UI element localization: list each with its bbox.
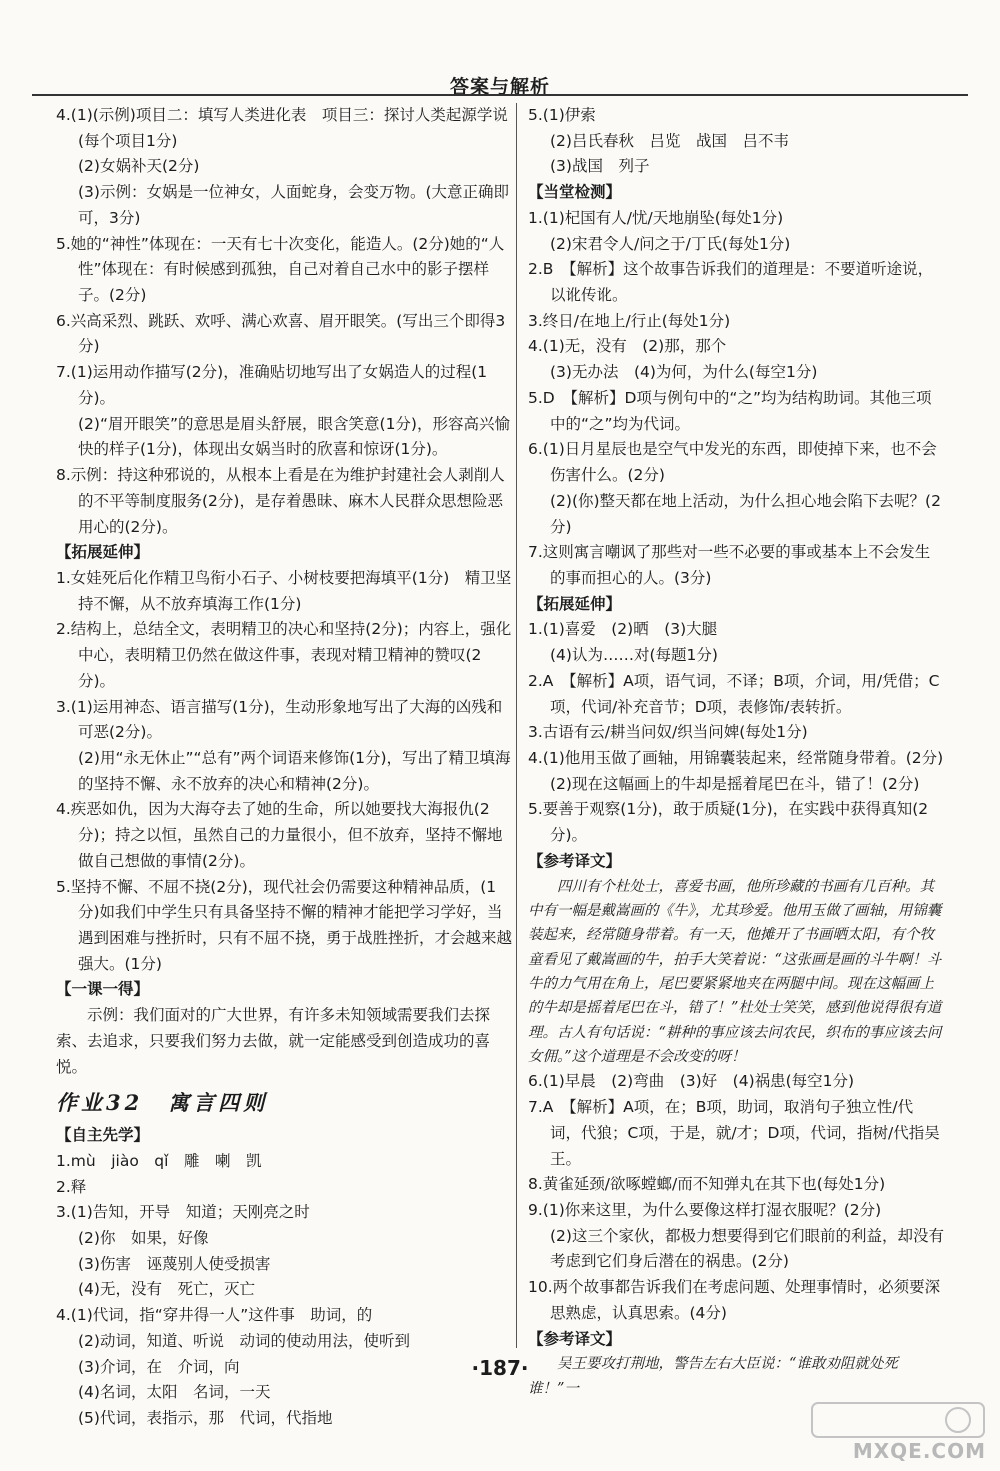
left-answer-line: (4)名词，太阳 名词，一天	[78, 1383, 271, 1402]
right-answer-line: (3)战国 列子	[550, 157, 650, 176]
left-answer-line: 2.结构上，总结全文，表明精卫的决心和坚持(2分)；内容上，强化中心，表明精卫仍然在做这件事，表现对精卫精神的赞叹(2分)。	[56, 620, 512, 690]
right-answer-line: 5.(1)伊索	[528, 106, 596, 124]
right-answer-line: 5.D 【解析】D项与例句中的“之”均为结构助词。其他三项中的“之”均为代词。	[528, 388, 932, 433]
left-answer-line: (2)“眉开眼笑”的意思是眉头舒展，眼含笑意(1分)，形容高兴愉快的样子(1分)，体现出女娲当时的欣喜和惊讶(1分)。	[78, 414, 510, 459]
column-divider	[516, 103, 517, 1348]
left-answer-line: 4.疾恶如仇，因为大海夺去了她的生命，所以她要找大海报仇(2分)；持之以恒，虽然自己的力量很小，但不放弃，坚持不懈地做自己想做的事情(2分)。	[56, 800, 503, 870]
left-answer-line: 1.mù jiào qǐ 雕 喇 凯	[56, 1151, 262, 1170]
right-answer-line: 1.(1)杞国有人/忧/天地崩坠(每处1分)	[528, 208, 784, 227]
right-answer-line: (4)认为……对(每题1分)	[550, 646, 718, 665]
right-answer-line: (3)无办法 (4)为何，为什么(每空1分)	[550, 363, 818, 382]
section-heading: 【一课一得】	[56, 980, 150, 999]
section-heading: 【自主先学】	[56, 1126, 150, 1145]
right-answer-line: (2)这三个家伙，都极力想要得到它们眼前的利益，却没有考虑到它们身后潜在的祸患。(2分)	[550, 1226, 944, 1271]
section-heading: 【参考译文】	[528, 851, 622, 870]
section-heading: 【拓展延伸】	[56, 543, 150, 562]
right-answer-line: 4.(1)他用玉做了画轴，用锦囊装起来，经常随身带着。(2分)	[528, 748, 944, 767]
right-answer-line: 4.(1)无，没有 (2)那，那个	[528, 337, 727, 356]
right-answer-line: (2)宋君令人/问之于/丁氏(每处1分)	[550, 234, 791, 253]
left-answer-line: 示例：我们面对的广大世界，有许多未知领域需要我们去探索、去追求，只要我们努力去做，就一定能感受到创造成功的喜悦。	[56, 1006, 491, 1076]
left-answer-line: 5.她的“神性”体现在：一天有七十次变化，能造人。(2分)她的“人性”体现在：有时候感到孤独，自己对着自己水中的影子摆样子。(2分)	[56, 234, 505, 305]
section-heading: 【拓展延伸】	[528, 594, 622, 613]
left-answer-line: 3.(1)告知，开导 知道；天刚亮之时	[56, 1203, 310, 1222]
right-answer-line: (2)现在这幅画上的牛却是摇着尾巴在斗，错了！(2分)	[550, 774, 920, 793]
header-title: 答案与解析	[449, 76, 550, 98]
right-answer-line: 1.(1)喜爱 (2)晒 (3)大腿	[528, 620, 718, 639]
left-answer-line: (3)示例：女娲是一位神女，人面蛇身，会变万物。(大意正确即可，3分)	[78, 183, 510, 227]
left-answer-line: 4.(1)(示例)项目二：填写人类进化表 项目三：探讨人类起源学说(每个项目1分)	[56, 106, 508, 150]
right-answer-line: 7.这则寓言嘲讽了那些对一些不必要的事或基本上不会发生的事而担心的人。(3分)	[528, 543, 931, 587]
watermark-text: MXQE.COM	[852, 1439, 986, 1463]
left-answer-line: 2.释	[56, 1177, 87, 1196]
right-answer-line: 10.两个故事都告诉我们在考虑问题、处理事情时，必须要深思熟虑，认真思索。(4分)	[528, 1278, 941, 1322]
left-answer-line: 6.兴高采烈、跳跃、欢呼、满心欢喜、眉开眼笑。(写出三个即得3分)	[56, 311, 506, 356]
right-answer-line: 6.(1)早晨 (2)弯曲 (3)好 (4)祸患(每空1分)	[528, 1072, 855, 1091]
right-answer-line: 四川有个杜处士，喜爱书画，他所珍藏的书画有几百种。其中有一幅是戴嵩画的《牛》，尤其珍爱。他用玉做了画轴，用锦囊装起来，经常随身带着。有一天，他摊开了书画晒太阳，有个牧童看见了戴嵩画的牛，拍手大笑着说：“这张画是画的斗牛啊！斗牛的力气用在角上，尾巴要紧紧地夹在两腿中间。现在这幅画上的牛却是摇着尾巴在斗，错了！”杜处士笑笑，感到他说得很有道理。古人有句话说：“耕种的事应该去问农民，织布的事应该去问女佣。”这个道理是不会改变的呀！	[528, 878, 942, 1066]
right-answer-line: 3.终日/在地上/行止(每处1分)	[528, 311, 731, 330]
right-answer-line: (2)吕氏春秋 吕览 战国 吕不韦	[550, 131, 789, 150]
section-heading: 【当堂检测】	[528, 183, 622, 202]
right-answer-line: 6.(1)日月星辰也是空气中发光的东西，即使掉下来，也不会伤害什么。(2分)	[528, 440, 937, 485]
right-answer-line: 3.古语有云/耕当问奴/织当问婢(每处1分)	[528, 723, 808, 742]
left-answer-line: 7.(1)运用动作描写(2分)，准确贴切地写出了女娲造人的过程(1分)。	[56, 363, 488, 407]
right-answer-line: 5.要善于观察(1分)，敢于质疑(1分)，在实践中获得真知(2分)。	[528, 800, 929, 845]
left-answer-line: 3.(1)运用神态、语言描写(1分)，生动形象地写出了大海的凶残和可恶(2分)。	[56, 697, 503, 742]
left-answer-line: (2)用“永无休止”“总有”两个词语来修饰(1分)，写出了精卫填海的坚持不懈、永不放弃的决心和精神(2分)。	[78, 748, 511, 793]
right-answer-line: 2.A 【解析】A项，语气词，不译；B项，介词，用/凭借；C项，代词/补充音节；D项，表修饰/表转折。	[528, 671, 940, 716]
assignment-title: 作业32 寓言四则	[56, 1090, 269, 1116]
left-answer-line: (2)女娲补天(2分)	[78, 157, 200, 176]
page-number: ·187·	[471, 1356, 529, 1380]
left-answer-line: 8.示例：持这种邪说的，从根本上看是在为维护封建社会人剥削人的不平等制度服务(2分)，是存着愚昧、麻木人民群众思想险恶用心的(2分)。	[56, 466, 505, 536]
left-answer-line: 1.女娃死后化作精卫鸟衔小石子、小树枝要把海填平(1分) 精卫坚持不懈，从不放弃填海工作(1分)	[56, 568, 512, 613]
left-answer-line: 5.坚持不懈、不屈不挠(2分)，现代社会仍需要这种精神品质，(1分)如我们中学生只有具备坚持不懈的精神才能把学习学好，当遇到困难与挫折时，只有不屈不挠，勇于战胜挫折，才会越来越强大。(1分)	[56, 877, 513, 973]
left-column	[56, 103, 514, 1432]
right-answer-line: 7.A 【解析】A项，在；B项，助词，取消句子独立性/代词，代狼；C项，于是，就/才；D项，代词，指树/代指吴王。	[528, 1098, 940, 1168]
section-heading: 【参考译文】	[528, 1329, 622, 1348]
right-answer-line: (2)(你)整天都在地上活动，为什么担心地会陷下去呢？(2分)	[550, 491, 941, 536]
left-answer-line: (4)无，没有 死亡，灭亡	[78, 1280, 255, 1299]
header-rule	[32, 94, 968, 96]
right-answer-line: 吴王要攻打荆地，警告左右大臣说：“谁敢劝阻就处死谁！”一	[528, 1356, 898, 1397]
left-answer-line: (2)动词，知道、听说 动词的使动用法，使听到	[78, 1331, 410, 1350]
right-answer-line: 8.黄雀延颈/欲啄螳螂/而不知弹丸在其下也(每处1分)	[528, 1175, 886, 1194]
right-answer-line: 9.(1)你来这里，为什么要像这样打湿衣服呢？(2分)	[528, 1201, 882, 1220]
right-column	[528, 103, 944, 1401]
left-answer-line: (5)代词，表指示，那 代词，代指地	[78, 1409, 333, 1428]
page-header	[0, 0, 1000, 98]
left-answer-line: (3)介词，在 介词，向	[78, 1357, 240, 1376]
left-answer-line: (3)伤害 诬蔑别人使受损害	[78, 1254, 271, 1273]
left-answer-line: 4.(1)代词，指“穿井得一人”这件事 助词，的	[56, 1306, 373, 1325]
right-answer-line: 2.B 【解析】这个故事告诉我们的道理是：不要道听途说，以讹传讹。	[528, 260, 934, 305]
left-answer-line: (2)你 如果，好像	[78, 1229, 209, 1248]
